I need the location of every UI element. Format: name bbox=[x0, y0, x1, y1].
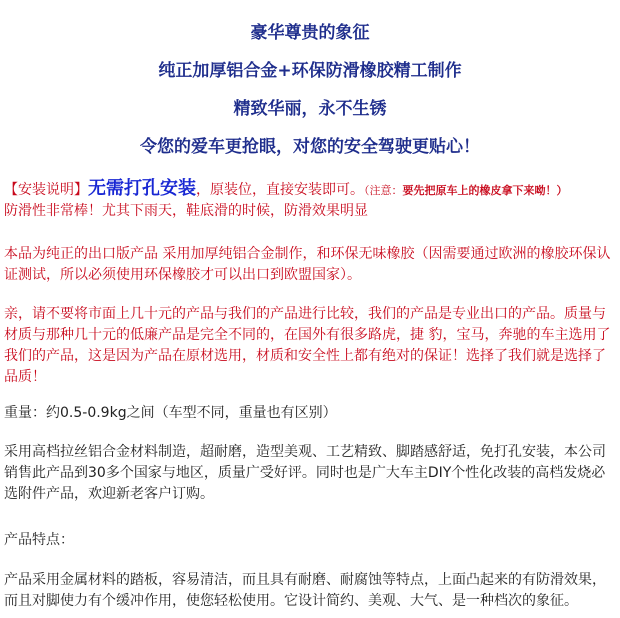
headline-1: 豪华尊贵的象征 bbox=[250, 23, 370, 43]
install-line-2: 防滑性非常棒！尤其下雨天，鞋底滑的时候，防滑效果明显 bbox=[4, 203, 368, 219]
install-text: ，原装位，直接安装即可。 bbox=[196, 182, 364, 198]
features-paragraph: 产品采用金属材料的踏板，容易清洁，而且具有耐磨、耐腐蚀等特点，上面凸起来的有防滑效果，而且对脚使力有个缓冲作用，使您轻松使用。它设计简约、美观、大气、是一种档次的象征。 bbox=[4, 572, 606, 609]
material-paragraph: 采用高档拉丝铝合金材料制造，超耐磨，造型美观、工艺精致、脚踏感舒适，免打孔安装，本公司销售此产品到30多个国家与地区，质量广受好评。同时也是广大车主DIY个性化改装的高档发烧必选附件产品，欢迎新老客户订购。 bbox=[4, 444, 606, 502]
install-tag: 【安装说明】 bbox=[4, 182, 88, 198]
features-title: 产品特点： bbox=[4, 532, 74, 548]
weight-paragraph: 重量：约0.5-0.9kg之间（车型不同，重量也有区别） bbox=[4, 405, 337, 421]
install-note-label: （注意： bbox=[364, 184, 403, 197]
headline-3: 精致华丽，永不生锈 bbox=[233, 99, 387, 119]
install-note-text: 要先把原车上的橡皮拿下来呦！） bbox=[402, 184, 568, 197]
compare-paragraph: 亲，请不要将市面上几十元的产品与我们的产品进行比较，我们的产品是专业出口的产品。质量与材质与那种几十元的低廉产品是完全不同的，在国外有很多路虎，捷 豹，宝马，奔驰的车主选用了我们的产品，这是因为产品在原材选用，材质和安全性上都有绝对的保证！选择了我们就是选择了品质！ bbox=[4, 306, 611, 385]
export-paragraph: 本品为纯正的出口版产品 采用加厚纯铝合金制作，和环保无味橡胶（因需要通过欧洲的橡胶环保认证测试，所以必须使用环保橡胶才可以出口到欧盟国家）。 bbox=[4, 246, 611, 283]
headline-2: 纯正加厚铝合金+环保防滑橡胶精工制作 bbox=[158, 61, 462, 81]
install-instructions bbox=[4, 178, 614, 222]
install-line-1 bbox=[4, 178, 614, 201]
headline-4: 令您的爱车更抢眼，对您的安全驾驶更贴心！ bbox=[140, 137, 480, 157]
install-highlight: 无需打孔安装 bbox=[88, 178, 196, 199]
